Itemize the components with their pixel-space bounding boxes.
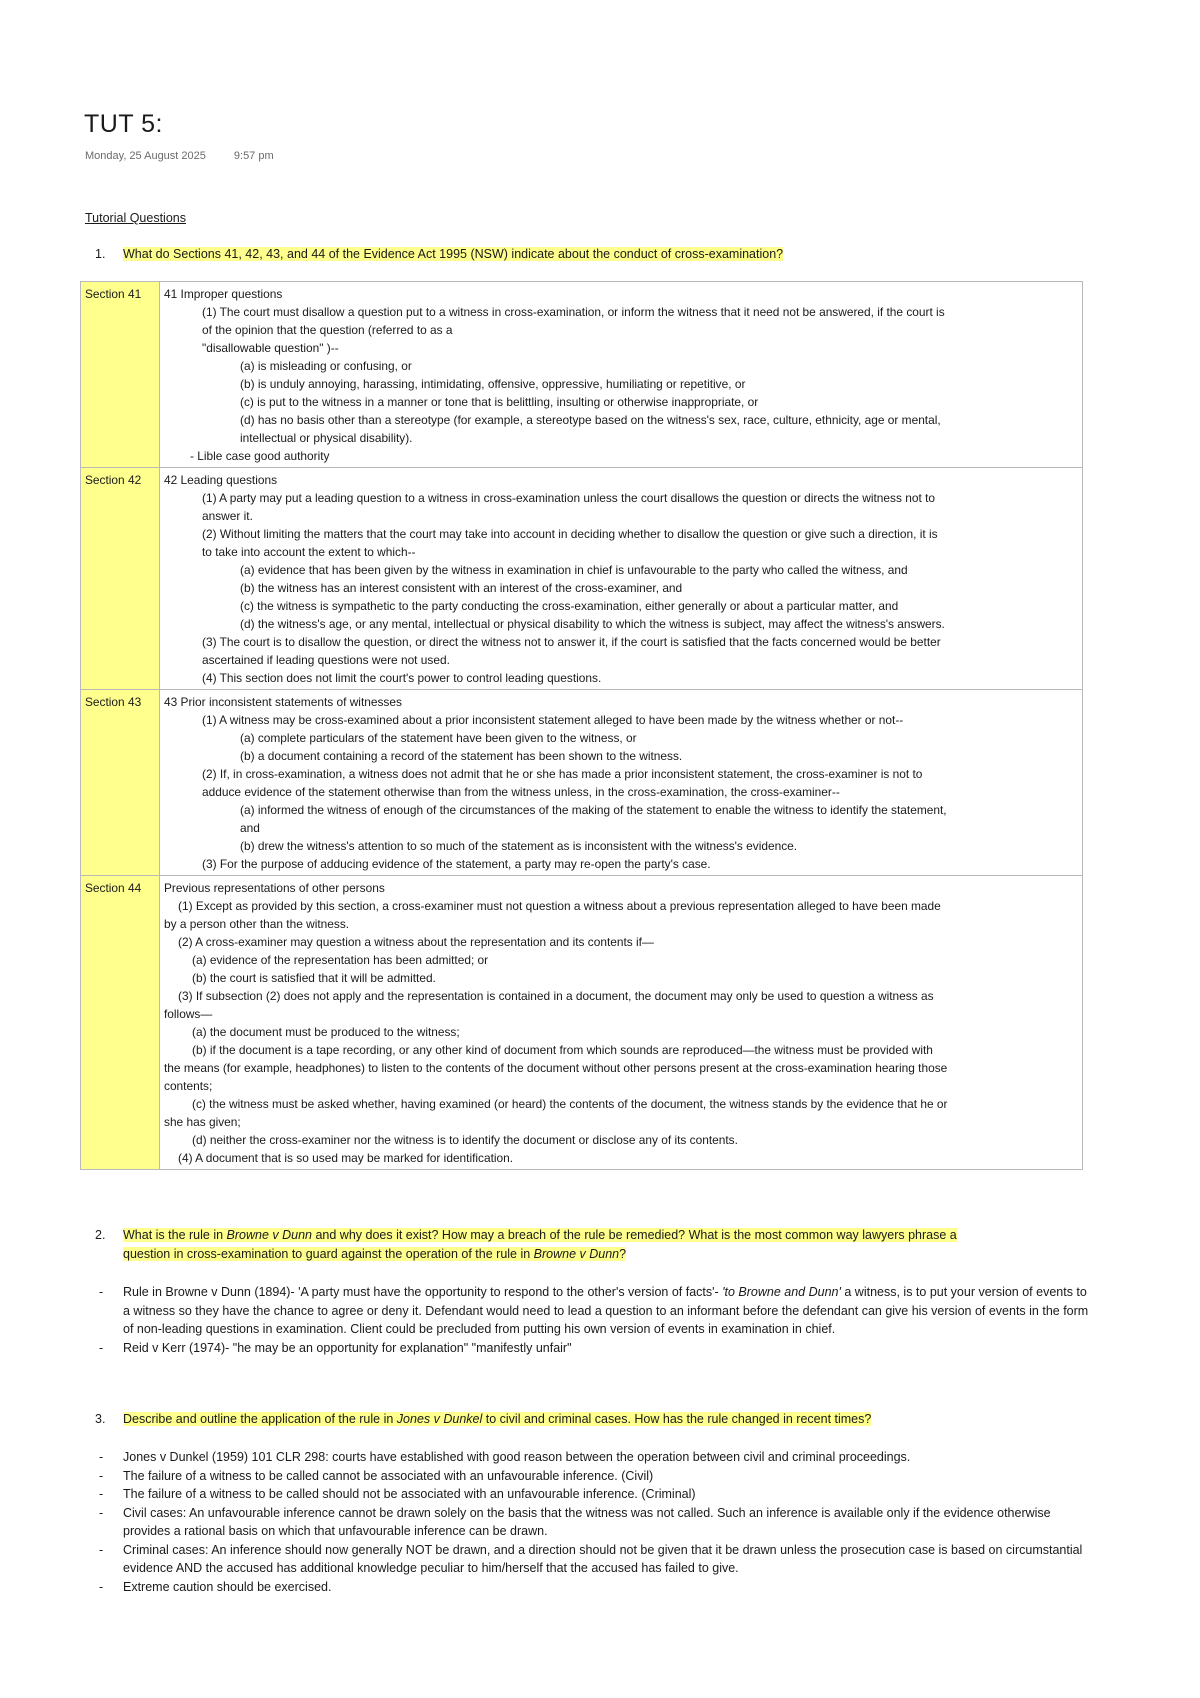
section-44-line: (c) the witness must be asked whether, having examined (or heard) the contents of the document, the witness stands by the evidence that he or [192, 1097, 948, 1111]
table-row-section-41 [81, 282, 1083, 468]
section-42-line: to take into account the extent to which-- [202, 545, 416, 559]
section-43-line: (a) complete particulars of the statement have been given to the witness, or [240, 731, 637, 745]
section-43-line: (2) If, in cross-examination, a witness does not admit that he or she has made a prior inconsistent statement, the cross-examiner is not to [202, 767, 923, 781]
section-42-line: (b) the witness has an interest consistent with an interest of the cross-examiner, and [240, 581, 683, 595]
question-3 [95, 1410, 1085, 1429]
list-item: - Extreme caution should be exercised. [95, 1578, 1095, 1597]
section-44-line: by a person other than the witness. [164, 917, 350, 931]
section-41-line: (1) The court must disallow a question put to a witness in cross-examination, or inform the witness that it need not be answered, if the court is [202, 305, 945, 319]
answer-emphasis: 'to Browne and Dunn' [722, 1285, 841, 1299]
section-41-line: (d) has no basis other than a stereotype (for example, a stereotype based on the witness's sex, race, culture, ethnicity, age or mental, [240, 413, 941, 427]
section-44-label: Section 44 [81, 876, 160, 1170]
question-2-text-part: question in cross-examination to guard against the operation of the rule in [123, 1247, 534, 1261]
page-dateline [85, 150, 274, 162]
answer-text: Rule in Browne v Dunn (1894)- 'A party must have the opportunity to respond to the other's version of facts'- [123, 1285, 723, 1299]
section-42-line: (1) A party may put a leading question to a witness in cross-examination unless the court disallows the question or directs the witness not to [202, 491, 935, 505]
list-item: - Jones v Dunkel (1959) 101 CLR 298: courts have established with good reason between the operation between civil and criminal proceedings. [95, 1448, 1095, 1467]
section-43-content [160, 690, 1083, 876]
section-41-line: (b) is unduly annoying, harassing, intimidating, offensive, oppressive, humiliating or repetitive, or [240, 377, 746, 391]
question-2-case-name: Browne v Dunn [226, 1228, 312, 1242]
section-42-label: Section 42 [81, 468, 160, 690]
question-3-text-part: to civil and criminal cases. How has the rule changed in recent times? [482, 1412, 872, 1426]
section-43-label: Section 43 [81, 690, 160, 876]
page-title: TUT 5: [84, 110, 163, 138]
question-1 [95, 245, 1085, 264]
question-1-text: What do Sections 41, 42, 43, and 44 of the Evidence Act 1995 (NSW) indicate about the conduct of cross-examination? [123, 247, 784, 261]
answer-text: a witness, is to put your version of events to a witness so they have the chance to agree or deny it. Defendant would need to lead a question to an informant before the defendant can give his version of events in the form of non-leading questions in examination. Client could be precluded from putting his own version of events in examination in chief. [123, 1285, 1089, 1336]
section-42-line: answer it. [202, 509, 253, 523]
section-41-note: - Lible case good authority [190, 449, 330, 463]
section-43-heading: 43 Prior inconsistent statements of witnesses [164, 695, 402, 709]
section-43-line: and [240, 821, 260, 835]
question-2-case-name: Browne v Dunn [533, 1247, 620, 1261]
section-44-line: follows— [164, 1007, 213, 1021]
section-43-line: adduce evidence of the statement otherwise than from the witness unless, in the cross-examination, the cross-examiner-- [202, 785, 840, 799]
section-44-line: the means (for example, headphones) to listen to the contents of the document without other persons present at the cross-examination hearing those [164, 1061, 948, 1075]
section-44-line: she has given; [164, 1115, 241, 1129]
section-44-line: (b) the court is satisfied that it will be admitted. [192, 971, 436, 985]
list-item [95, 1283, 1095, 1339]
answer-text: Reid v Kerr (1974)- "he may be an opportunity for explanation" "manifestly unfair" [123, 1340, 572, 1355]
list-item: - The failure of a witness to be called should not be associated with an unfavourable inference. (Criminal) [95, 1485, 1095, 1504]
section-43-line: (b) drew the witness's attention to so much of the statement as is inconsistent with the witness's evidence. [240, 839, 798, 853]
question-2-text-part: and why does it exist? How may a breach of the rule be remedied? What is the most common way lawyers phrase a [311, 1228, 957, 1242]
section-41-content [160, 282, 1083, 468]
section-42-line: (4) This section does not limit the court's power to control leading questions. [202, 671, 602, 685]
section-44-line: (1) Except as provided by this section, a cross-examiner must not question a witness about a previous representation alleged to have been made [178, 899, 941, 913]
question-2-text-part: ? [619, 1247, 627, 1261]
section-42-line: (c) the witness is sympathetic to the party conducting the cross-examination, either generally or about a particular matter, and [240, 599, 899, 613]
question-2-text-part: What is the rule in [123, 1228, 227, 1242]
page-date: Monday, 25 August 2025 [85, 150, 206, 162]
question-2-number: 2. [95, 1228, 106, 1242]
section-42-content [160, 468, 1083, 690]
page-time: 9:57 pm [233, 150, 274, 162]
list-item: - Civil cases: An unfavourable inference cannot be drawn solely on the basis that the witness was not called. Such an inference is available only if the evidence otherwise provides a rational basis on which that unfavourable inference can be drawn. [95, 1504, 1095, 1541]
section-41-line: intellectual or physical disability). [240, 431, 413, 445]
list-item: - The failure of a witness to be called cannot be associated with an unfavourable inference. (Civil) [95, 1467, 1095, 1486]
section-42-line: (3) The court is to disallow the question, or direct the witness not to answer it, if the court is satisfied that the facts concerned would be better [202, 635, 941, 649]
question-3-case-name: Jones v Dunkel [396, 1412, 483, 1426]
evidence-act-table [80, 281, 1083, 1170]
section-44-line: contents; [164, 1079, 213, 1093]
section-42-line: (a) evidence that has been given by the witness in examination in chief is unfavourable to the party who called the witness, and [240, 563, 908, 577]
list-item: - Criminal cases: An inference should now generally NOT be drawn, and a direction should not be given that it be drawn unless the prosecution case is based on circumstantial evidence AND the accused has additional knowledge peculiar to him/herself that the accused has failed to give. [95, 1541, 1095, 1578]
section-44-line: (a) evidence of the representation has been admitted; or [192, 953, 489, 967]
question-1-number: 1. [95, 247, 106, 261]
section-44-line: (3) If subsection (2) does not apply and the representation is contained in a document, the document may only be used to question a witness as [178, 989, 934, 1003]
section-44-line: (2) A cross-examiner may question a witness about the representation and its contents if— [178, 935, 654, 949]
section-41-line: of the opinion that the question (referred to as a [202, 323, 453, 337]
section-41-label: Section 41 [81, 282, 160, 468]
section-41-line: (c) is put to the witness in a manner or tone that is belittling, insulting or otherwise inappropriate, or [240, 395, 759, 409]
question-3-answers [95, 1448, 1095, 1596]
question-3-number: 3. [95, 1412, 106, 1426]
section-43-line: (1) A witness may be cross-examined about a prior inconsistent statement alleged to have been made by the witness whether or not-- [202, 713, 904, 727]
section-44-line: (d) neither the cross-examiner nor the witness is to identify the document or disclose any of its contents. [192, 1133, 738, 1147]
section-44-line: (b) if the document is a tape recording, or any other kind of document from which sounds are reproduced—the witness must be provided with [192, 1043, 933, 1057]
section-41-line: (a) is misleading or confusing, or [240, 359, 412, 373]
question-2-answers [95, 1283, 1095, 1357]
section-42-heading: 42 Leading questions [164, 473, 278, 487]
question-3-text [123, 1412, 871, 1426]
question-2-text [123, 1228, 957, 1261]
list-item [95, 1339, 1095, 1358]
question-3-text-part: Describe and outline the application of the rule in [123, 1412, 397, 1426]
section-44-line: (a) the document must be produced to the witness; [192, 1025, 460, 1039]
section-42-line: (2) Without limiting the matters that the court may take into account in deciding whether to disallow the question or give such a direction, it is [202, 527, 938, 541]
section-44-content [160, 876, 1083, 1170]
table-row-section-43 [81, 690, 1083, 876]
section-42-line: ascertained if leading questions were not used. [202, 653, 450, 667]
section-41-line: "disallowable question" )-- [202, 341, 339, 355]
section-44-heading: Previous representations of other persons [164, 881, 385, 895]
section-43-line: (a) informed the witness of enough of the circumstances of the making of the statement to enable the witness to identify the statement, [240, 803, 947, 817]
table-row-section-44 [81, 876, 1083, 1170]
section-41-heading: 41 Improper questions [164, 287, 283, 301]
tutorial-questions-heading: Tutorial Questions [85, 211, 186, 225]
section-42-line: (d) the witness's age, or any mental, intellectual or physical disability to which the witness is subject, may affect the witness's answers. [240, 617, 945, 631]
section-43-line: (3) For the purpose of adducing evidence of the statement, a party may re-open the party's case. [202, 857, 711, 871]
table-row-section-42 [81, 468, 1083, 690]
section-43-line: (b) a document containing a record of the statement has been shown to the witness. [240, 749, 683, 763]
section-44-line: (4) A document that is so used may be marked for identification. [178, 1151, 514, 1165]
question-2 [95, 1226, 1085, 1264]
